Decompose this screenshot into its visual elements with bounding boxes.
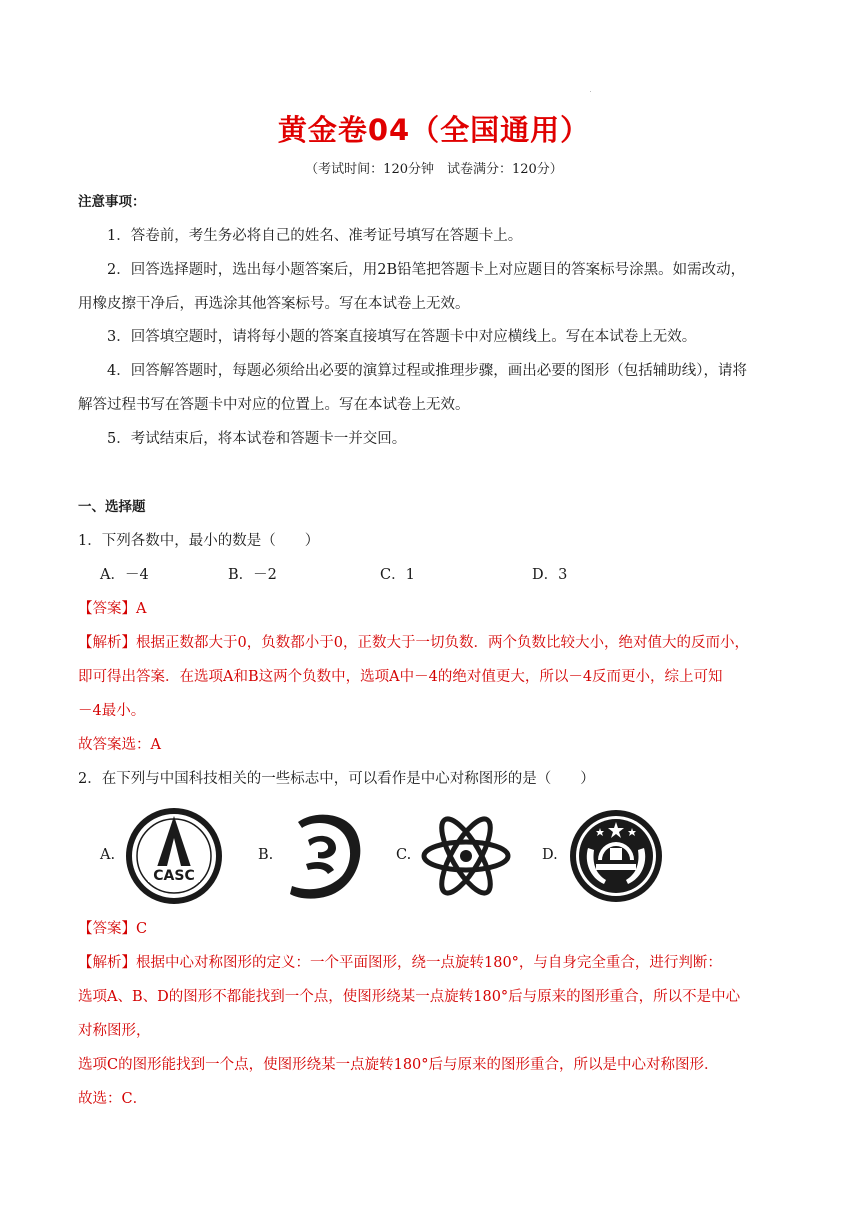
- casc-logo-text: CASC: [153, 868, 195, 884]
- section-heading: 一、选择题: [78, 499, 146, 515]
- q2-analysis-line: 选项C的图形能找到一个点，使图形绕某一点旋转180°后与原来的图形重合，所以是中心对称图形．: [78, 1057, 719, 1073]
- notice-item: 5．考试结束后，将本试卷和答题卡一并交回。: [107, 431, 407, 447]
- q1-option-b: B．－2: [228, 567, 277, 583]
- notice-heading: 注意事项：: [78, 194, 146, 210]
- question-2-stem: 2．在下列与中国科技相关的一些标志中，可以看作是中心对称图形的是（ ）: [78, 771, 595, 787]
- notice-item: 2．回答选择题时，选出每小题答案后，用2B铅笔把答题卡上对应题目的答案标号涂黑。如需改动，: [107, 262, 746, 278]
- notice-item: 3．回答填空题时，请将每小题的答案直接填写在答题卡中对应横线上。写在本试卷上无效。: [107, 329, 697, 345]
- q2-analysis-line: 选项A、B、D的图形不都能找到一个点，使图形绕某一点旋转180°后与原来的图形重合，所以不是中心: [78, 989, 741, 1005]
- q2-option-d-label: D.: [542, 847, 558, 863]
- exam-info: （考试时间：120分钟 试卷满分：120分）: [305, 162, 563, 177]
- question-1-stem: 1．下列各数中，最小的数是（ ）: [78, 533, 320, 549]
- q2-analysis-line: 对称图形，: [78, 1023, 151, 1039]
- notice-item: 4．回答解答题时，每题必须给出必要的演算过程或推理步骤，画出必要的图形（包括辅助线），请将: [107, 363, 747, 379]
- atom-logo-icon: [420, 814, 512, 898]
- q1-analysis-line: 即可得出答案．在选项A和B这两个负数中，选项A中－4的绝对值更大，所以－4反而更小，综上可知: [78, 669, 723, 685]
- notice-item: 用橡皮擦干净后，再选涂其他答案标号。写在本试卷上无效。: [78, 296, 470, 312]
- casc-logo-icon: [126, 808, 222, 904]
- q2-option-a-label: A.: [100, 847, 116, 863]
- q1-final-answer: 故答案选：A: [78, 737, 161, 753]
- page-speck: [590, 91, 591, 92]
- page-title: 黄金卷04（全国通用）: [277, 113, 591, 147]
- q1-analysis-line: －4最小。: [78, 703, 146, 719]
- q2-final-answer: 故选：C．: [78, 1091, 148, 1107]
- q1-analysis-line: 【解析】根据正数都大于0，负数都小于0，正数大于一切负数．两个负数比较大小，绝对值大的反而小，: [78, 635, 749, 651]
- q2-option-b-label: B.: [258, 847, 274, 863]
- swirl-logo-icon: [284, 806, 370, 906]
- notice-item: 解答过程书写在答题卡中对应的位置上。写在本试卷上无效。: [78, 397, 470, 413]
- notice-item: 1．答卷前，考生务必将自己的姓名、准考证号填写在答题卡上。: [107, 228, 523, 244]
- q1-option-c: C．1: [380, 567, 415, 583]
- q1-answer: 【答案】A: [78, 601, 147, 617]
- q2-answer: 【答案】C: [78, 921, 148, 937]
- q2-option-c-label: C.: [396, 847, 412, 863]
- q1-option-a: A．－4: [100, 567, 149, 583]
- q1-option-d: D．3: [532, 567, 568, 583]
- emblem-logo-icon: [568, 808, 664, 904]
- q2-analysis-line: 【解析】根据中心对称图形的定义：一个平面图形，绕一点旋转180°，与自身完全重合，进行判断：: [78, 955, 722, 971]
